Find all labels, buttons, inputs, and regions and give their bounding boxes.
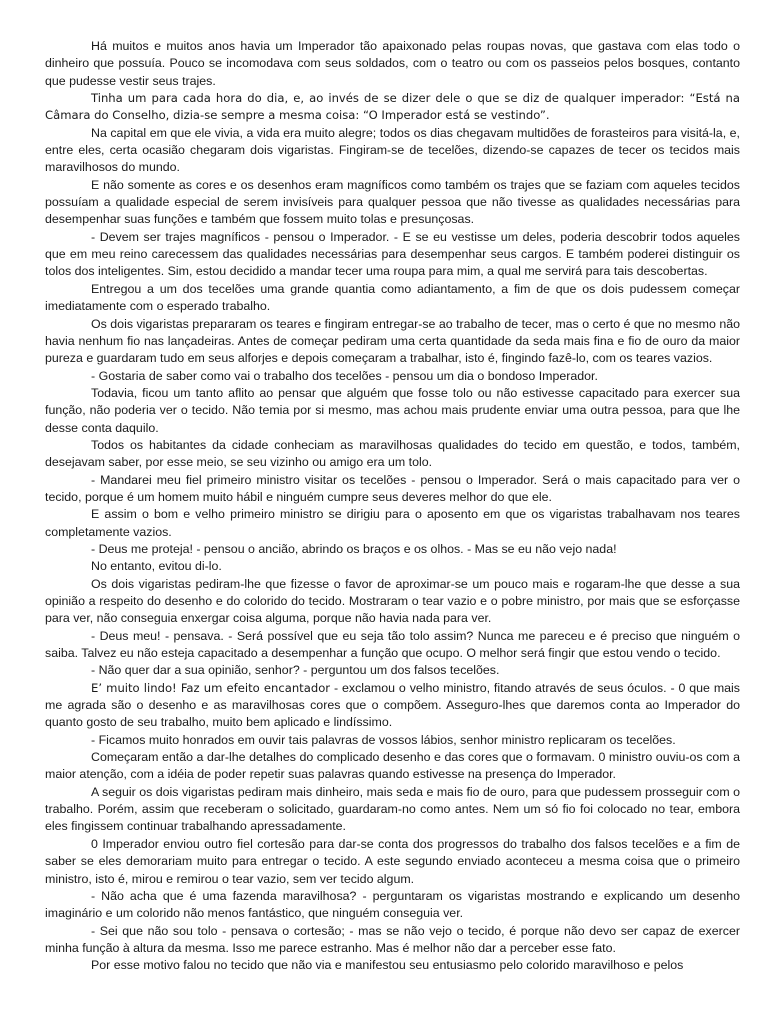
paragraph: Começaram então a dar-lhe detalhes do complicado desenho e das cores que o formavam. 0 ministro ouviu-os com a maior atenção, com a idéia de poder repetir suas palavras quando estivesse na presença do Imperador.	[45, 750, 740, 782]
paragraph-rest: - exclamou o velho ministro, fitando através de seus óculos. - 0 que mais me agrada são o desenho e as maravilhosas cores que o compõem. Asseguro-lhes que daremos conta ao Imperador do quanto gosto de seu trabalho, muito bem aplicado e lindíssimo.	[45, 680, 740, 730]
paragraph: Entregou a um dos tecelões uma grande quantia como adiantamento, a fim de que os dois pudessem começar imediatamente com o esperado trabalho.	[45, 281, 740, 314]
paragraph: Tinha um para cada hora do dia, e, ao invés de se dizer dele o que se diz de qualquer imperador: “Está na Câmara do Conselho, dizia-se sempre a mesma coisa: “O Imperador está se vestindo”.	[45, 91, 740, 123]
paragraph: - Sei que não sou tolo - pensava o cortesão; - mas se não vejo o tecido, é porque não devo ser capaz de exercer minha função à altura da mesma. Isso me parece estranho. Mas é melhor não dar a perceber esse fato.	[45, 923, 740, 955]
paragraph: Na capital em que ele vivia, a vida era muito alegre; todos os dias chegavam multidões de forasteiros para visitá-la, e, entre eles, certa ocasião chegaram dois vigaristas. Fingiram-se de tecelões, dizendo-se capazes de tecer os tecidos mais maravilhosos do mundo.	[45, 125, 740, 175]
paragraph: No entanto, evitou di-lo.	[91, 559, 222, 574]
paragraph: Por esse motivo falou no tecido que não via e manifestou seu entusiasmo pelo colorido maravilhoso e pelos	[91, 958, 684, 973]
paragraph: - Devem ser trajes magníficos - pensou o Imperador. - E se eu vestisse um deles, poderia descobrir todos aqueles que em meu reino carecessem das qualidades necessárias para desempenhar seus cargos. E também poderei distinguir os tolos dos inteligentes. Sim, estou decidido a mandar tecer uma roupa para mim, a qual me servirá para tais descobertas.	[45, 229, 740, 279]
paragraph: Os dois vigaristas prepararam os teares e fingiram entregar-se ao trabalho de tecer, mas o certo é que no mesmo não havia nenhum fio nas lançadeiras. Antes de começar pediram uma certa quantidade da seda mais fina e fio de ouro da maior pureza e guardaram tudo em seus alforjes e depois começaram a trabalhar, isto é, fingindo fazê-lo, com os teares vazios.	[45, 316, 740, 366]
paragraph: - Gostaria de saber como vai o trabalho dos tecelões - pensou um dia o bondoso Imperador.	[91, 368, 598, 383]
paragraph: Todos os habitantes da cidade conheciam as maravilhosas qualidades do tecido em questão, e todos, também, desejavam saber, por esse meio, se seu vizinho ou amigo era um tolo.	[45, 437, 740, 470]
paragraph: Os dois vigaristas pediram-lhe que fizesse o favor de aproximar-se um pouco mais e rogaram-lhe que desse a sua opinião a respeito do desenho e do colorido do tecido. Mostraram o tear vazio e o pobre ministro, por mais que se esforçasse para ver, não conseguia enxergar coisa alguma, porque não havia nada para ver.	[45, 576, 740, 626]
quote-lead: E’ muito lindo! Faz um efeito encantador	[91, 680, 331, 695]
paragraph: - Deus me proteja! - pensou o ancião, abrindo os braços e os olhos. - Mas se eu não vejo nada!	[91, 541, 617, 556]
paragraph: - Mandarei meu fiel primeiro ministro visitar os tecelões - pensou o Imperador. Será o mais capacitado para ver o tecido, porque é um homem muito hábil e ninguém cumpre seus deveres melhor do que ele.	[45, 472, 740, 504]
paragraph: Todavia, ficou um tanto aflito ao pensar que alguém que fosse tolo ou não estivesse capacitado para exercer sua função, não poderia ver o tecido. Não temia por si mesmo, mas achou mais prudente enviar uma outra pessoa, para que lhe desse conta daquilo.	[45, 385, 740, 435]
paragraph: 0 Imperador enviou outro fiel cortesão para dar-se conta dos progressos do trabalho dos falsos tecelões e a fim de saber se eles demorariam muito para entregar o tecido. A este segundo enviado aconteceu a mesma coisa que o primeiro ministro, isto é, mirou e remirou o tear vazio, sem ver tecido algum.	[45, 836, 740, 886]
paragraph-quote	[45, 680, 740, 732]
paragraph: - Deus meu! - pensava. - Será possível que eu seja tão tolo assim? Nunca me pareceu e é preciso que ninguém o saiba. Talvez eu não esteja capacitado a desempenhar a função que ocupo. O melhor será fingir que estou vendo o tecido.	[45, 628, 740, 661]
paragraph: Há muitos e muitos anos havia um Imperador tão apaixonado pelas roupas novas, que gastava com elas todo o dinheiro que possuía. Pouco se incomodava com seus soldados, com o teatro ou com os passeios pelos bosques, contanto que pudesse vestir seus trajes.	[45, 39, 740, 88]
paragraph: E não somente as cores e os desenhos eram magníficos como também os trajes que se faziam com aqueles tecidos possuíam a qualidade especial de serem invisíveis para qualquer pessoa que não tivesse as qualidades necessárias para desempenhar suas funções e também que fossem muito tolas e presunçosas.	[45, 177, 740, 227]
paragraph: - Ficamos muito honrados em ouvir tais palavras de vossos lábios, senhor ministro replicaram os tecelões.	[91, 732, 676, 747]
paragraph: A seguir os dois vigaristas pediram mais dinheiro, mais seda e mais fio de ouro, para que pudessem prosseguir com o trabalho. Porém, assim que receberam o solicitado, guardaram-no como antes. Nem um só fio foi colocado no tear, embora eles fingissem continuar trabalhando apressadamente.	[45, 784, 740, 834]
paragraph: - Não acha que é uma fazenda maravilhosa? - perguntaram os vigaristas mostrando e explicando um desenho imaginário e um colorido não menos fantástico, que ninguém conseguia ver.	[45, 888, 740, 921]
paragraph: - Não quer dar a sua opinião, senhor? - perguntou um dos falsos tecelões.	[91, 663, 500, 678]
document-page	[45, 38, 740, 975]
paragraph: E assim o bom e velho primeiro ministro se dirigiu para o aposento em que os vigaristas trabalhavam nos teares completamente vazios.	[45, 507, 740, 539]
